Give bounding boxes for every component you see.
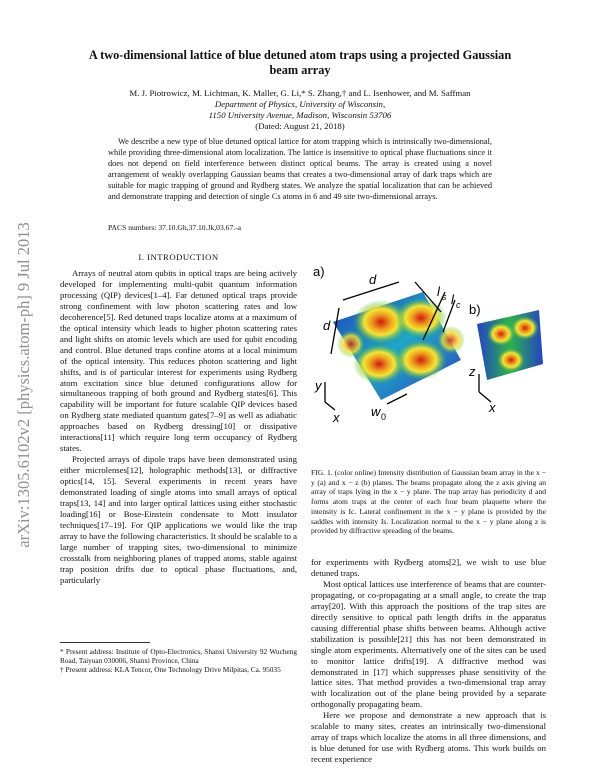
footnotes (60, 647, 297, 675)
label-lc-sub: c (456, 300, 461, 310)
figure-caption: FIG. 1. (color online) Intensity distribution of Gaussian beam array in the x − y (a) and x − z (b) planes. The beams propagate along the z axis giving an array of traps lying in the x − y plane. The trap array has periodicity d and forms atom traps at the center of each four beam plaquette where the intensity is Ic. Lateral confinement in the x − y plane is provided by the saddles with intensity Is. Localization normal to the x − y plane along z is provided by diffractive spreading of the beams. (311, 468, 546, 536)
label-z: z (469, 364, 476, 379)
label-w0-sub: 0 (381, 412, 387, 422)
right-column (311, 557, 546, 765)
peak (497, 348, 525, 372)
paragraph: Arrays of neutral atom qubits in optical traps are being actively developed for implementing multi-qubit quantum information processing (QIP) devices[1–4]. Far detuned optical traps provide strong confinement with low photon scattering rates and low decoherence[5]. Red detuned traps localize atoms at a maximum of the optical intensity which leads to higher photon scattering rates and light shifts on atomic levels which are used for qubit encoding and control. Blue detuned traps confine atoms at a local minimum of the optical intensity. This reduces photon scattering and light shifts, and is of particular interest for experiments using Rydberg atom excitation since blue detuned configurations allow for simultaneous trapping of both ground and Rydberg states[6]. This capability will be important for future scalable QIP devices based on Rydberg state mediated quantum gates[7–9] as well as adiabatic approaches based on Rydberg dressing[10] or dissipative interactions[11] which require long term occupancy of Rydberg states. (60, 268, 297, 454)
peak (487, 322, 515, 346)
figure-1-graphic (311, 252, 546, 464)
label-y: y (315, 378, 322, 393)
footnote: * Present address: Institute of Opto-Electronics, Shanxi University 92 Wucheng Road, Taiyuan 030006, Shanxi Province, China (60, 647, 297, 666)
date-line: (Dated: August 21, 2018) (255, 121, 345, 131)
arxiv-stamp: arXiv:1305.6102v2 [physics.atom-ph] 9 Jul 2013 (14, 222, 33, 548)
label-x: x (333, 410, 340, 425)
label-ls: l (437, 284, 440, 299)
label-w0: w (371, 404, 381, 419)
paragraph: for experiments with Rydberg atoms[2], we wish to use blue detuned traps. (311, 557, 546, 578)
figure-1 (311, 252, 546, 464)
footnote-rule (60, 642, 150, 643)
panel-label-a: a) (313, 264, 325, 279)
peak (437, 326, 465, 354)
section-heading: I. INTRODUCTION (138, 252, 219, 262)
paragraph: Projected arrays of dipole traps have been demonstrated using either microlenses[12], holographic methods[13], or diffractive optics[14, 15]. Several experiments in recent years have demonstrated loading of single atoms into small arrays of optical traps[13, 14] and into larger optical lattices using either stochastic loading[16] or Bose-Einstein condensate to Mott insulator techniques[17–19]. For QIP applications we would like the trap array to have the following characteristics. It should be scalable to a large number of trapping sites, two-dimensional to minimize crosstalk from neighboring planes of trapped atoms, stable against trap position drifts due to optical phase fluctuations, and, particularly (60, 454, 297, 585)
paper-title: A two-dimensional lattice of blue detuned atom traps using a projected Gaussian beam array (88, 48, 512, 77)
peak (511, 316, 539, 340)
paragraph: Most optical lattices use interference of beams that are counter-propagating, or co-propagating at a small angle, to create the trap array[20]. With this approach the positions of the trap sites are directly sensitive to optical path length drifts in the apparatus causing differential phase shifts between beams. Although active stabilization is possible[21] this has not been demonstrated in single atom experiments. Alternatively one of the sites can be used to monitor lattice drifts[19]. A diffractive method was demonstrated in [17] which suppresses phase sensitivity of the lattice sites. That method provides a two-dimensional trap array with localization out of the plane being provided by a separate orthogonally propagating beam. (311, 578, 546, 710)
label-d: d (323, 318, 331, 333)
left-column (60, 268, 297, 586)
abstract: We describe a new type of blue detuned optical lattice for atom trapping which is intrinsically two-dimensional, while providing three-dimensional atom localization. The lattice is insensitive to optical phase fluctuations since it does not depend on field interference between distinct optical beams. The array is created using a novel arrangement of weakly overlapping Gaussian beams that creates a two-dimensional array of dark traps which are suitable for magic trapping of ground and Rydberg states. We analyze the spatial localization that can be achieved and demonstrate trapping and detection of single Cs atoms in 6 and 49 site two-dimensional arrays. (108, 137, 492, 201)
panel-label-b: b) (469, 302, 481, 317)
affiliation: Department of Physics, University of Wisconsin, 1150 University Avenue, Madison, Wisconsin 53706 (208, 99, 392, 120)
author-list: M. J. Piotrowicz, M. Lichtman, K. Maller, G. Li,* S. Zhang,† and L. Isenhower, and M. Saffman (129, 88, 471, 98)
paragraph: Here we propose and demonstrate a new approach that is scalable to many sites, creates an intrinsically two-dimensional array of traps which localize the atoms in all three dimensions, and is blue detuned for use with Rydberg atoms. This work builds on recent experience (311, 710, 546, 765)
label-lc: l (451, 292, 454, 307)
axis-x (325, 402, 335, 410)
label-d: d (369, 272, 377, 287)
label-x: x (489, 400, 496, 415)
label-ls-sub: s (442, 292, 447, 302)
pacs-numbers: PACS numbers: 37.10.Gh,37.10.Jk,03.67.-a (108, 223, 242, 232)
peak (337, 330, 365, 358)
footnote: † Present address: KLA Tencor, One Technology Drive Milpitas, Ca. 95035 (60, 665, 281, 675)
